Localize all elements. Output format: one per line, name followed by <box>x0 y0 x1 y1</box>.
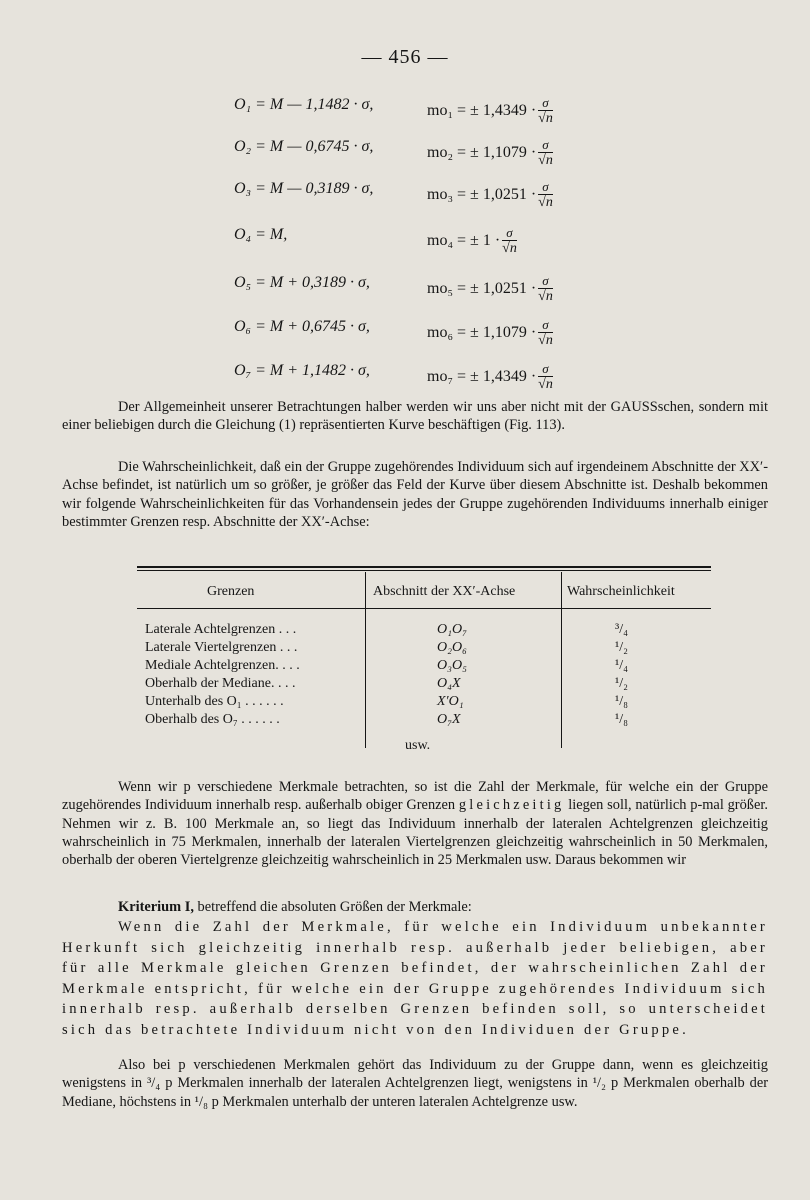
fraction <box>538 138 553 169</box>
cell-grenzen: Mediale Achtelgrenzen. . . . <box>145 658 300 673</box>
formula-left: O₃ = M — 0,3189 · σ, <box>234 180 374 197</box>
table-header-divider <box>137 608 711 609</box>
cell-wahrscheinlichkeit: ¹/₄ <box>615 658 628 673</box>
cell-abschnitt: O₁O₇ <box>437 622 467 637</box>
criterion-heading <box>62 898 768 916</box>
formula-left: O₇ = M + 1,1482 · σ, <box>234 362 370 379</box>
table-row <box>137 640 711 658</box>
formula-row <box>0 172 810 212</box>
header-abschnitt: Abschnitt der XX′-Achse <box>373 584 516 599</box>
formula-row <box>0 310 810 350</box>
cell-abschnitt: O₄X <box>437 676 461 691</box>
table-rule <box>137 570 711 571</box>
table-row <box>137 694 711 712</box>
fraction-denominator: √n <box>538 153 553 168</box>
fraction-numerator: σ <box>538 138 553 153</box>
header-grenzen: Grenzen <box>207 584 255 599</box>
cell-wahrscheinlichkeit: ¹/₈ <box>615 712 628 727</box>
formula-right <box>427 362 553 393</box>
criterion-text: Wenn die Zahl der Merkmale, für welche ein Individuum unbekannter Herkunft sich gleichzeitig innerhalb resp. außerhalb jeder beliebigen, aber für alle Merkmale gleichen Grenzen befindet, der wahrscheinlichen Zahl der Merkmale entspricht, für welche ein der Gruppe zugehörendes Individuum sich innerhalb resp. außerhalb derselben Grenzen befinden soll, so unterscheidet sich das betrachtete Individuum nicht von den Individuen der Gruppe. <box>62 919 768 1038</box>
formula-right <box>427 274 553 305</box>
formula-row <box>0 354 810 394</box>
cell-wahrscheinlichkeit: ¹/₂ <box>615 640 628 655</box>
fraction-numerator: σ <box>538 180 553 195</box>
page-number: — 456 — <box>361 46 449 68</box>
paragraph: Der Allgemeinheit unserer Betrachtungen halber werden wir uns aber nicht mit der GAUSSschen, sondern mit einer beliebigen durch die Gleichung (1) repräsentierten Kurve beschäftigen (Fig. 113). <box>62 399 768 434</box>
formula-left: O₂ = M — 0,6745 · σ, <box>234 138 374 155</box>
formula-right-prefix: mo₂ = ± 1,1079 · <box>427 144 537 162</box>
fraction <box>538 362 553 393</box>
formula-row <box>0 88 810 128</box>
cell-wahrscheinlichkeit: ¹/₂ <box>615 676 628 691</box>
cell-grenzen: Oberhalb des O₇ . . . . . . <box>145 712 280 727</box>
paragraph-text: Wenn wir p verschiedene Merkmale betrachten, so ist die Zahl der Merkmale, für welche ein der Gruppe zugehörendes Individuum innerhalb resp. außerhalb obiger Grenzen <box>62 779 768 814</box>
cell-abschnitt: O₂O₆ <box>437 640 467 655</box>
formula-row <box>0 130 810 170</box>
cell-abschnitt: O₇X <box>437 712 461 727</box>
fraction-denominator: √n <box>538 111 553 126</box>
formula-left: O₁ = M — 1,1482 · σ, <box>234 96 374 113</box>
formula-right <box>427 138 553 169</box>
fraction-numerator: σ <box>538 274 553 289</box>
fraction-denominator: √n <box>538 333 553 348</box>
formula-row <box>0 266 810 306</box>
formula-right-prefix: mo₅ = ± 1,0251 · <box>427 280 537 298</box>
cell-abschnitt: X′O₁ <box>437 694 464 709</box>
formula-row <box>0 218 810 258</box>
cell-grenzen: Unterhalb des O₁ . . . . . . <box>145 694 284 709</box>
fraction <box>538 96 553 127</box>
header-wahrscheinlichkeit: Wahrscheinlichkeit <box>567 584 675 599</box>
cell-wahrscheinlichkeit: ¹/₈ <box>615 694 628 709</box>
formula-right <box>427 180 553 211</box>
formula-right-prefix: mo₁ = ± 1,4349 · <box>427 102 537 120</box>
fraction-numerator: σ <box>502 226 517 241</box>
paragraph <box>62 778 768 869</box>
formula-left: O₆ = M + 0,6745 · σ, <box>234 318 370 335</box>
formula-right-prefix: mo₆ = ± 1,1079 · <box>427 324 537 342</box>
table-row <box>137 622 711 640</box>
formula-left: O₅ = M + 0,3189 · σ, <box>234 274 370 291</box>
fraction-numerator: σ <box>538 318 553 333</box>
formula-right-prefix: mo₇ = ± 1,4349 · <box>427 368 537 386</box>
table-header <box>137 584 711 602</box>
criterion-subtitle: betreffend die absoluten Größen der Merkmale: <box>197 899 472 915</box>
table-footer: usw. <box>405 738 431 753</box>
fraction-denominator: √n <box>502 241 517 256</box>
fraction-denominator: √n <box>538 195 553 210</box>
paragraph-text: liegen soll, natürlich p-mal größer. Nehmen wir z. B. 100 Merkmale an, so liegt das Individuum innerhalb der lateralen Achtelgrenzen gleichzeitig wahrscheinlich in 75 Merkmalen, innerhalb der lateralen Viertelgrenzen gleichzeitig wahrscheinlich in 50 Merkmalen, oberhalb der oberen Viertelgrenze gleichzeitig wahrscheinlich in 25 Merkmalen usw. Daraus bekommen wir <box>62 797 768 869</box>
fraction <box>538 180 553 211</box>
cell-abschnitt: O₃O₅ <box>437 658 467 673</box>
formula-right-prefix: mo₃ = ± 1,0251 · <box>427 186 537 204</box>
table-row <box>137 712 711 730</box>
cell-wahrscheinlichkeit: ³/₄ <box>615 622 628 637</box>
fraction-denominator: √n <box>538 289 553 304</box>
cell-grenzen: Oberhalb der Mediane. . . . <box>145 676 296 691</box>
formula-right <box>427 226 517 257</box>
fraction-denominator: √n <box>538 377 553 392</box>
cell-grenzen: Laterale Viertelgrenzen . . . <box>145 640 298 655</box>
fraction <box>538 318 553 349</box>
paragraph: Also bei p verschiedenen Merkmalen gehört das Individuum zu der Gruppe dann, wenn es gleichzeitig wenigstens in ³/₄ p Merkmalen innerhalb der lateralen Achtelgrenzen liegt, wenigstens in ¹/₂ p Merkmalen oberhalb der Mediane, höchstens in ¹/₈ p Merkmalen unterhalb der unteren lateralen Achtelgrenze usw. <box>62 1057 768 1110</box>
formula-right <box>427 96 553 127</box>
cell-grenzen: Laterale Achtelgrenzen . . . <box>145 622 297 637</box>
emphasis-text: gleichzeitig <box>458 797 565 814</box>
criterion-title: Kriterium I, <box>118 899 194 915</box>
fraction-numerator: σ <box>538 96 553 111</box>
fraction-numerator: σ <box>538 362 553 377</box>
table-row <box>137 676 711 694</box>
formula-right-prefix: mo₄ = ± 1 · <box>427 232 501 250</box>
paragraph: Die Wahrscheinlichkeit, daß ein der Gruppe zugehörendes Individuum sich auf irgendeinem Abschnitte der XX′-Achse befindet, ist natürlich um so größer, je größer das Feld der Kurve über diesem Abschnitte ist. Deshalb bekommen wir folgende Wahrscheinlichkeiten für das Vorhandensein jedes der Gruppe zugehörenden Individuums innerhalb einiger bestimmter Grenzen resp. Abschnitte der XX′-Achse: <box>62 459 768 530</box>
table-rule <box>137 566 711 568</box>
table-row <box>137 658 711 676</box>
formula-right <box>427 318 553 349</box>
formula-left: O₄ = M, <box>234 226 288 243</box>
fraction <box>538 274 553 305</box>
fraction <box>502 226 517 257</box>
